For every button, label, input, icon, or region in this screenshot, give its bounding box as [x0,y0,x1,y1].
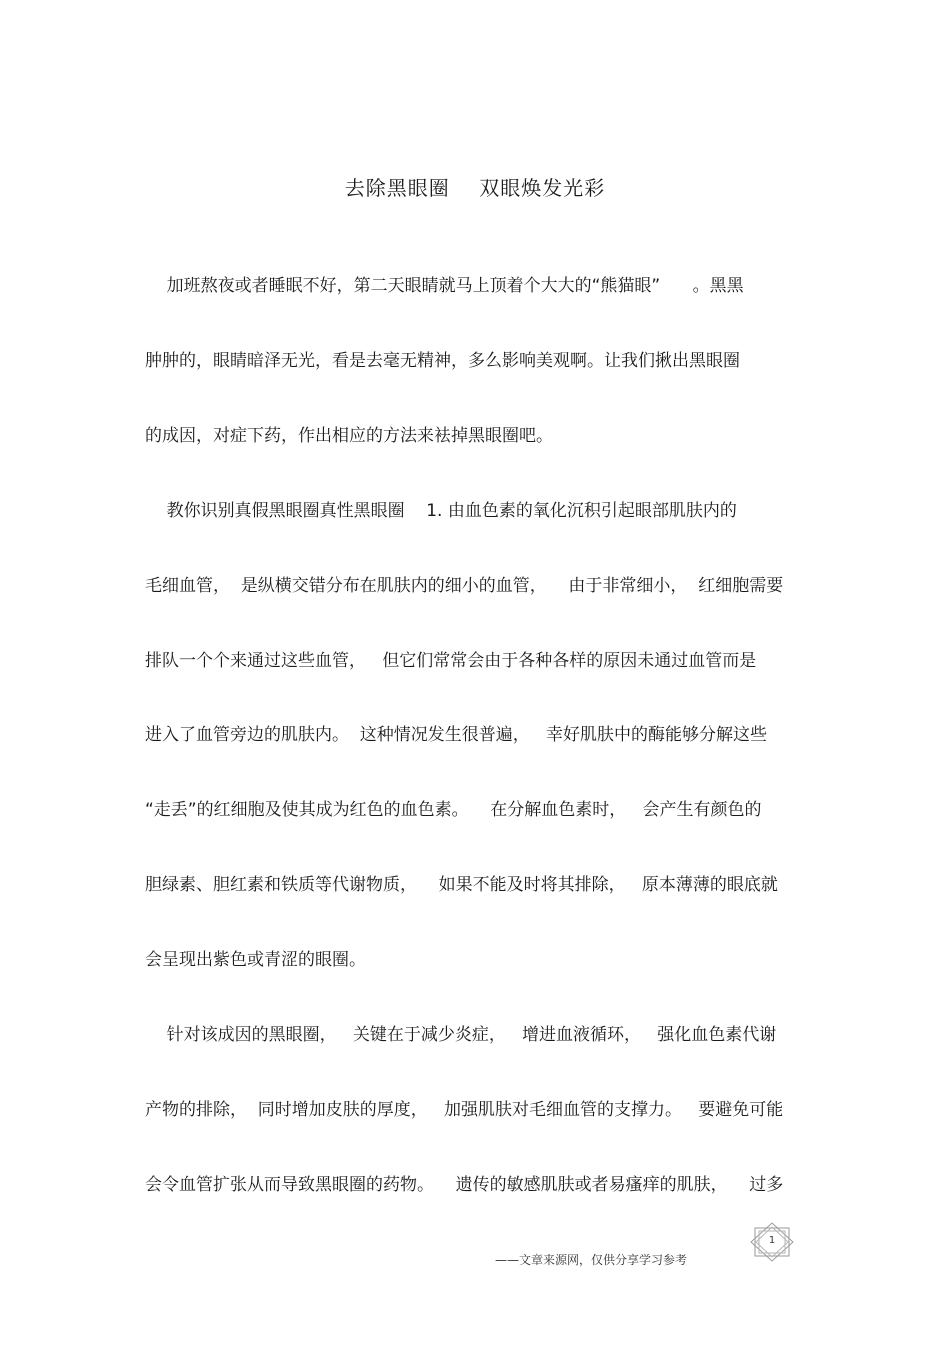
body-line: 胆绿素、胆红素和铁质等代谢物质， 如果不能及时将其排除， 原本薄薄的眼底就 [145,875,778,895]
page-title: 去除黑眼圈 双眼焕发光彩 [344,176,606,200]
page-number-badge [749,1222,795,1262]
body-line: 肿肿的，眼睛暗泽无光，看是去毫无精神，多么影响美观啊。让我们揪出黑眼圈 [145,351,740,371]
body-line: 会令血管扩张从而导致黑眼圈的药物。 遗传的敏感肌肤或者易瘙痒的肌肤， 过多 [145,1175,784,1195]
body-line: 进入了血管旁边的肌肤内。 这种情况发生很普遍， 幸好肌肤中的酶能够分解这些 [145,725,768,745]
body-line: 毛细血管， 是纵横交错分布在肌肤内的细小的血管， 由于非常细小， 红细胞需要 [145,576,784,596]
page-number: 1 [768,1235,776,1246]
body-line: “走丢”的红细胞及使其成为红色的血色素。 在分解血色素时， 会产生有颜色的 [145,800,762,820]
body-line: 会呈现出紫色或青涩的眼圈。 [145,950,366,970]
body-line: 针对该成因的黑眼圈， 关键在于减少炎症， 增进血液循环， 强化血色素代谢 [145,1025,777,1045]
body-line: 教你识别真假黑眼圈真性黑眼圈 1. 由血色素的氧化沉积引起眼部肌肤内的 [145,501,737,521]
body-line: 产物的排除， 同时增加皮肤的厚度， 加强肌肤对毛细血管的支撑力。 要避免可能 [145,1100,784,1120]
body-line: 排队一个个来通过这些血管， 但它们常常会由于各种各样的原因未通过血管而是 [145,651,757,671]
footer-source-note: ——文章来源网，仅供分享学习参考 [495,1253,688,1267]
body-line: 加班熬夜或者睡眠不好，第二天眼睛就马上顶着个大大的“熊猫眼” 。黑黑 [145,276,744,296]
body-line: 的成因，对症下药，作出相应的方法来袪掉黑眼圈吧。 [145,426,553,446]
